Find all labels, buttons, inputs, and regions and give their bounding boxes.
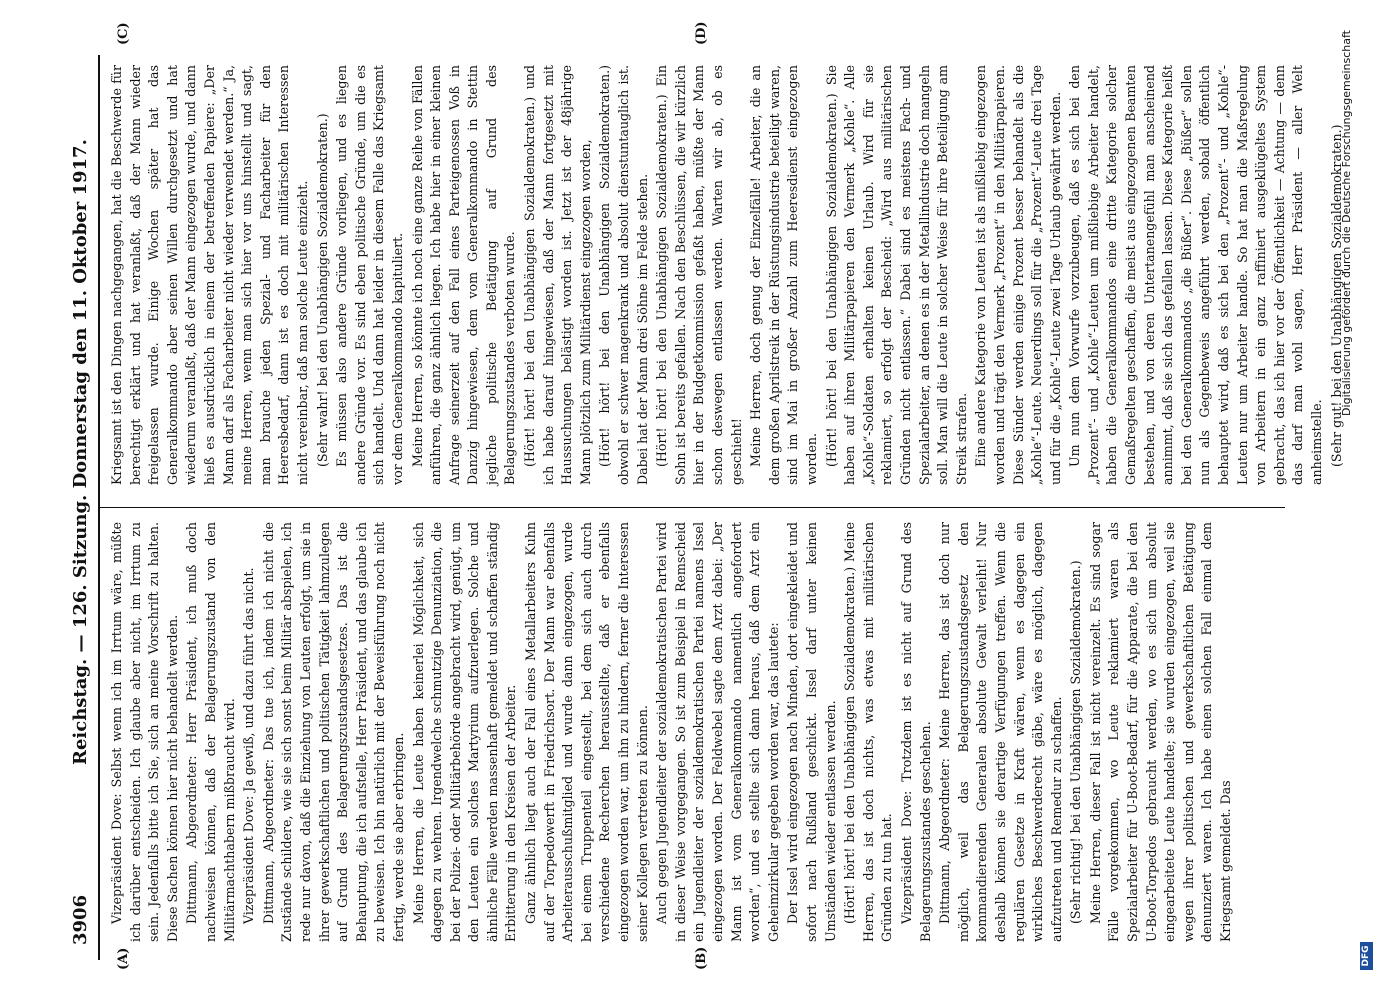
paragraph: Es müssen also andere Gründe vorliegen, und es liegen andere Gründe vor. Es sind eben politische Gründe, um die es sich handelt. Und dann hat leider in diesem Falle das Kriegsamt vor dem Generalkommando kapituliert.: [334, 65, 405, 485]
paragraph: Meine Herren, doch genug der Einzelfälle! Arbeiter, die an dem großen Aprilstreik in der Rüstungsindustrie beteiligt waren, sind im Mai in großer Anzahl zum Heeresdienst eingezogen worden.: [748, 65, 819, 485]
paragraph: Kriegsamt ist den Dingen nachgegangen, hat die Beschwerde für berechtigt erklärt und hat veranlaßt, daß der Mann wieder freigelassen wurde. Einige Wochen später hat das Generalkommando aber seinen Willen durchgesetzt und hat wiederum veranlaßt, daß der Mann eingezogen wurde, und dann hieß es ausdrücklich in einem der betreffenden Papiere: „Der Mann darf als Facharbeiter nicht wieder verwendet werden.“ Ja, meine Herren, wenn man sich hier vor uns hinstellt und sagt, man brauche jeden Spezial- und Facharbeiter für den Heeresbedarf, dann ist es doch mit militärischen Interessen nicht vereinbar, daß man solche Leute einzieht.: [109, 65, 310, 485]
margin-mark-a: (A): [116, 947, 131, 970]
paragraph: Vizepräsident Dove: Ja gewiß, und dazu führt das nicht.: [241, 567, 257, 924]
margin-mark-b: (B): [694, 946, 709, 970]
paragraph: (Sehr wahr! bei den Unabhängigen Sozialdemokraten.): [314, 113, 330, 467]
paragraph: Dittmann, Abgeordneter: Das tue ich, indem ich nicht die Zustände schildere, wie sie sich sonst beim Militär abspielen, ich rede nur davon, daß die Einziehung von Leuten erfolgt, um sie in ihrer gewerkschaftlichen und politischen Tätigkeit lahmzulegen auf Grund des Belagerungszustandsgesetzes. Das ist die Behauptung, die ich aufstelle, Herr Präsident, und das glaube ich zu beweisen. Ich bin natürlich mit der Beweisführung noch nicht fertig, werde sie aber erbringen.: [260, 522, 406, 942]
paragraph: (Hört! hört! bei den Unabhängigen Sozialdemokraten.) Sie haben auf ihren Militärpapieren den Vermerk „Kohle“. Alle „Kohle“-Soldaten erhalten keinen Urlaub. Wird für sie reklamiert, so erfolgt der Bescheid: „Wird aus militärischen Gründen nicht entlassen.“ Dabei sind es meistens Fach- und Spezialarbeiter, an denen es in der Metallindustrie doch mangeln soll. Man will die Leute in solcher Weise für ihre Beteiligung am Streik strafen.: [823, 65, 969, 485]
margin-mark-d: (D): [694, 21, 709, 45]
paragraph: Eine andere Kategorie von Leuten ist als mißliebig eingezogen worden und trägt den Vermerk „Prozent“ in den Militärpapieren. Diese Sünder werden einige Prozent besser behandelt als die „Kohle“-Leute. Neuerdings soll für die „Prozent“-Leute drei Tage und für die „Kohle“-Leute zwei Tage Urlaub gewährt werden.: [973, 65, 1063, 485]
right-column: [108, 65, 1347, 485]
page-number: 3906: [70, 894, 91, 945]
page-header: [62, 65, 102, 945]
paragraph: Ganz ähnlich liegt auch der Fall eines Metallarbeiters Kuhn auf der Torpedowerft in Friedrichsort. Der Mann war ebenfalls Arbeiterausschußmitglied und wurde dann eingezogen, wurde bei einem Truppenteil eingestellt, bei dem sich auch durch verschiedene Recherchen herausstellte, daß er ebenfalls eingezogen worden war, um ihn zu hindern, ferner die Interessen seiner Kollegen vertreten zu können.: [523, 522, 650, 942]
paragraph: Vizepräsident Dove: Trotzdem ist es nicht auf Grund des Belagerungszustandes geschehen.: [898, 522, 933, 942]
paragraph: (Hört! hört! bei den Unabhängigen Sozialdemokraten.) obwohl er schwer magenkrank und absolut dienstuntauglich ist. Dabei hat der Mann drei Söhne im Felde stehen.: [597, 65, 650, 485]
paragraph: Um nun dem Vorwurfe vorzubeugen, daß es sich bei den „Prozent“- und „Kohle“-Leuten um mißliebige Arbeiter handelt, haben die Generalkommandos eine dritte Kategorie solcher Gemaßregelten geschaffen, die meist aus eingezogenen Beamten bestehen, und von deren Untertanengefühl man anscheinend annimmt, daß sie sich das gefallen lassen. Diese Kategorie heißt bei den Generalkommandos „die Büßer“. Diese „Büßer“ sollen nun als Gegenbeweis angeführt werden, sobald öffentlich behauptet wird, daß es sich bei den „Prozent“- und „Kohle“-Leuten nur um Arbeiter handle. So hat man die Maßregelung von Arbeitern in ein ganz raffiniert ausgeklügeltes System gebracht, das ich hier vor der Öffentlichkeit — Achtung — denn das darf man wohl sagen, Herr Präsident — aller Welt anheimstelle.: [1067, 65, 1324, 485]
margin-mark-c: (C): [116, 22, 131, 45]
paragraph: Meine Herren, dieser Fall ist nicht vereinzelt. Es sind sogar Fälle vorgekommen, wo Leute reklamiert waren als Spezialarbeiter für U-Boot-Bedarf, für die Apparate, die bei den U-Boot-Torpedos gebraucht werden, wo es sich um absolut eingearbeitete Leute handelte; sie wurden eingezogen, weil sie wegen ihrer politischen und gewerkschaftlichen Betätigung denunziert waren. Ich habe einen solchen Fall einmal dem Kriegsamt gemeldet. Das: [1087, 522, 1234, 942]
paragraph: Meine Herren, so könnte ich noch eine ganze Reihe von Fällen anführen, die ganz ähnlich liegen. Ich habe hier in einer kleinen Anfrage seinerzeit auf den Fall eines Parteigenossen Voß in Danzig hingewiesen, dem vom Generalkommando in Stettin jegliche politische Betätigung auf Grund des Belagerungszustandes verboten wurde.: [409, 65, 518, 485]
paragraph: (Hört! hört! bei den Unabhängigen Sozialdemokraten.) und ich habe darauf hingewiesen, daß der Mann fortgesetzt mit Haussuchungen belästigt worden ist. Jetzt ist der 48jährige Mann plötzlich zum Militärdienst eingezogen worden,: [522, 65, 593, 485]
paragraph: Auch gegen Jugendleiter der sozialdemokratischen Partei wird in dieser Weise vorgegangen. So ist zum Beispiel in Remscheid ein Jugendleiter der sozialdemokratischen Partei namens Issel eingezogen worden. Der Feldwebel sagte dem Arzt dabei: „Der Mann ist vom Generalkommando namentlich angefordert worden“, und es stellte sich dann heraus, daß dem Arzt ein Geheimzirkular gegeben worden war, das lautete:: [654, 522, 781, 942]
paragraph: Meine Herren, die Leute haben keinerlei Möglichkeit, sich dagegen zu wehren. Irgendwelche schmutzige Denunziation, die bei der Polizei- oder Militärbehörde angebracht wird, genügt, um den Leuten ein solches Martyrium aufzuerlegen. Solche und ähnliche Fälle werden massenhaft gemeldet und schaffen ständig Erbitterung in den Kreisen der Arbeiter.: [410, 522, 519, 942]
page-title: Reichstag. — 126. Sitzung. Donnerstag den 11. Oktober 1917.: [70, 139, 91, 765]
paragraph: (Sehr richtig! bei den Unabhängigen Sozialdemokraten.): [1068, 560, 1084, 924]
digitization-note: Digitalisierung gefördert durch die Deutsche Forschungsgemeinschaft: [1340, 30, 1353, 416]
paragraph: (Hört! hört! bei den Unabhängigen Sozialdemokraten.) Ein Sohn ist bereits gefallen. Nach den Beschlüssen, die wir kürzlich hier in der Budgetkommission gefaßt haben, müßte der Mann schon deswegen entlassen werden. Warten wir ab, ob es geschieht!: [654, 65, 744, 485]
paragraph: Dittmann, Abgeordneter: Meine Herren, das ist doch nur möglich, weil das Belagerungszustandsgesetz den kommandierenden Generalen absolute Gewalt verleiht! Nur deshalb können sie derartige Verfügungen treffen. Wenn die regulären Gesetze in Kraft wären, wenn es dagegen ein wirkliches Beschwerderecht gäbe, wäre es möglich, dagegen aufzutreten und Remedur zu schaffen.: [937, 522, 1064, 942]
paragraph: (Sehr gut! bei den Unabhängigen Sozialdemokraten.): [1328, 124, 1344, 467]
paragraph: Der Issel wird eingezogen nach Minden, dort eingekleidet und sofort nach Rußland geschickt. Issel darf unter keinen Umständen wieder entlassen werden.: [785, 522, 838, 942]
column-rule: [100, 507, 1285, 508]
paragraph: Vizepräsident Dove: Selbst wenn ich im Irrtum wäre, müßte ich darüber entscheiden. Ich glaube aber nicht, im Irrtum zu sein. Jedenfalls bitte ich Sie, sich an meine Vorschrift zu halten. Diese Sachen können hier nicht behandelt werden.: [109, 522, 180, 942]
paragraph: Dittmann, Abgeordneter: Herr Präsident, ich muß doch nachweisen können, daß der Belagerungszustand von den Militärmachthabern mißbraucht wird.: [184, 522, 237, 942]
left-column: [108, 522, 1237, 942]
dfg-logo: DFG: [1360, 942, 1373, 970]
paragraph: (Hört! hört! bei den Unabhängigen Sozialdemokraten.) Meine Herren, das ist doch nichts, was etwas mit militärischen Gründen zu tun hat.: [842, 522, 895, 942]
